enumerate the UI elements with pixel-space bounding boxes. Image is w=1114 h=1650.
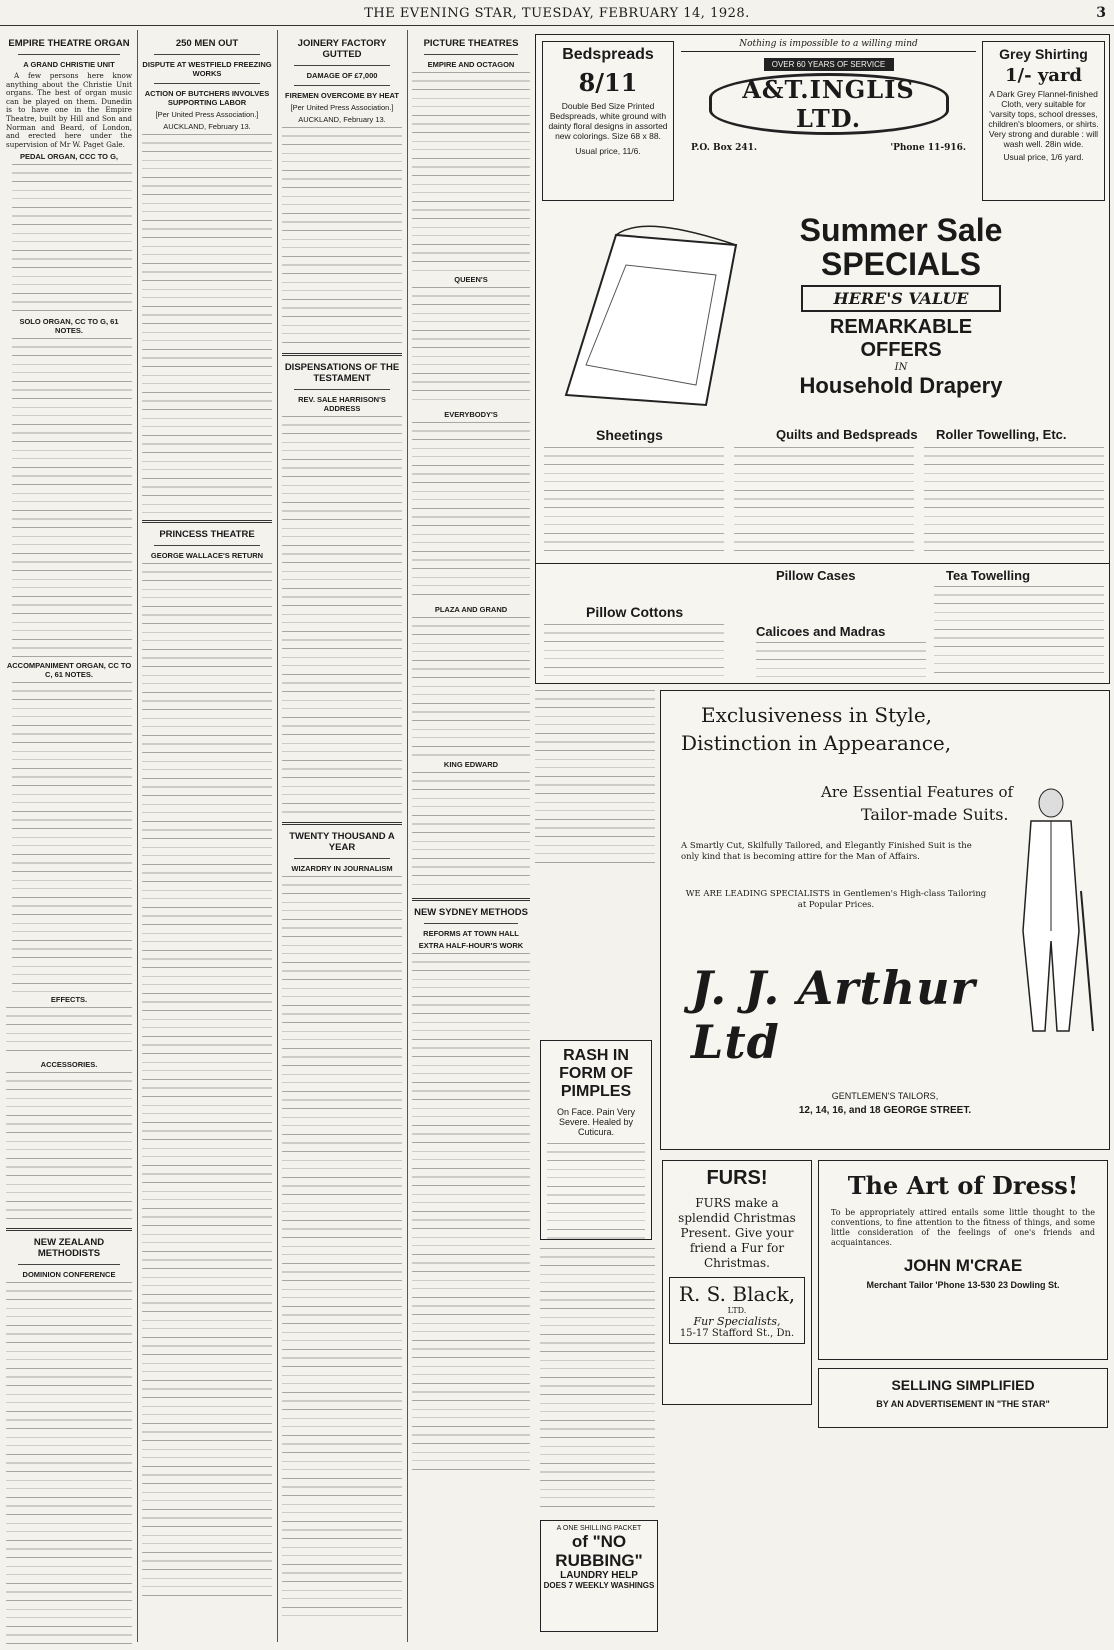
dress-name: JOHN M'CRAE <box>903 1256 1023 1275</box>
inglis-name: A&T.INGLIS LTD. <box>742 75 915 133</box>
divider <box>294 389 390 390</box>
subheadline: KING EDWARD <box>443 760 499 769</box>
headline: DISPENSATIONS OF THE TESTAMENT <box>284 362 400 384</box>
column-2 <box>142 34 272 1646</box>
tailor-footer-1: GENTLEMEN'S TAILORS, <box>831 1091 939 1101</box>
dress-body: To be appropriately attired entails some little thought to the conventions, to fine attention to the fitness of things, and some little consideration of the feelings of one's friends and acquaintances. <box>831 1208 1095 1247</box>
art-of-dress-advertisement <box>818 1160 1108 1360</box>
summer-sale-title: Summer Sale <box>799 212 1003 248</box>
tea-towelling-heading: Tea Towelling <box>946 568 1031 583</box>
divider <box>154 83 260 84</box>
headline: 250 MEN OUT <box>175 38 239 49</box>
bedspreads-title: Bedspreads <box>562 46 654 63</box>
page-number: 3 <box>1096 5 1106 21</box>
divider <box>154 54 260 55</box>
article-text <box>412 617 530 757</box>
pillow-cottons-heading: Pillow Cottons <box>586 604 684 620</box>
article-text <box>412 72 530 272</box>
remarkable: REMARKABLE <box>829 316 973 338</box>
summer-sale-specials: SPECIALS <box>820 246 982 282</box>
article-lead: A few persons here know anything about the Christie Unit organs. The best of organ music can be played on them. Dunedin is to have one in the Empire Theatre, built by Hill and Son and Norman and Beard, of London, and erected here under the supervision of Mr W. Paget Gale. <box>6 71 132 149</box>
dateline: AUCKLAND, February 13. <box>163 122 251 131</box>
rubbing-line-3: LAUNDRY HELP <box>560 1570 638 1581</box>
article-text <box>412 422 530 602</box>
tailor-footer-2: 12, 14, 16, and 18 GEORGE STREET. <box>798 1105 972 1116</box>
article-text <box>6 1007 132 1057</box>
subheadline: DOMINION CONFERENCE <box>22 1270 116 1280</box>
cuticura-body <box>547 1143 645 1240</box>
calicoes-prices <box>756 642 926 678</box>
subheadline: ACTION OF BUTCHERS INVOLVES SUPPORTING LABOR <box>144 89 270 107</box>
rubbing-line-4: DOES 7 WEEKLY WASHINGS <box>543 1581 655 1590</box>
selling-simplified-advertisement <box>818 1368 1108 1428</box>
dress-title: The Art of Dress! <box>847 1171 1079 1200</box>
furs-company: R. S. Black, <box>678 1282 796 1306</box>
divider <box>18 1264 120 1265</box>
inglis-tagline: Nothing is impossible to a willing mind <box>681 37 976 52</box>
headline: TWENTY THOUSAND A YEAR <box>289 831 395 853</box>
column-5-lower-text <box>540 1248 655 1508</box>
article-text <box>412 287 530 407</box>
heres-value: HERE'S VALUE <box>801 285 1001 312</box>
headline: JOINERY FACTORY GUTTED <box>297 38 387 60</box>
bedspreads-usual: Usual price, 11/6. <box>575 146 641 156</box>
cuticura-advertisement <box>540 1040 652 1240</box>
sheetings-prices <box>544 447 724 557</box>
cuticura-headline: RASH IN FORM OF PIMPLES <box>559 1047 633 1100</box>
subheadline: EXTRA HALF-HOUR'S WORK <box>418 941 524 950</box>
bedspreads-panel <box>542 41 674 201</box>
subheadline: PLAZA AND GRAND <box>434 605 508 614</box>
section-label: EFFECTS. <box>50 995 88 1005</box>
inglis-logo <box>709 73 949 135</box>
article-text <box>412 772 530 892</box>
shirting-panel <box>982 41 1105 201</box>
tea-towel-prices <box>934 586 1104 678</box>
tailor-line-2: Distinction in Appearance, <box>681 731 952 755</box>
subheadline: REFORMS AT TOWN HALL <box>423 929 519 938</box>
divider <box>294 65 390 66</box>
divider <box>424 54 518 55</box>
rubbing-line-1: A ONE SHILLING PACKET <box>556 1525 642 1532</box>
drapery-advertisement <box>535 34 1110 564</box>
bedspreads-body: Double Bed Size Printed Bedspreads, white ground with dainty floral designs in assorted new colorings. Size 68 x 88. <box>548 101 668 141</box>
article-text <box>142 563 272 1603</box>
subheadline: DAMAGE OF £7,000 <box>306 71 378 80</box>
article-text <box>412 953 530 1473</box>
pillow-cotton-prices <box>544 624 724 676</box>
headline: NEW SYDNEY METHODS <box>414 907 528 918</box>
tailor-advertisement <box>660 690 1110 1150</box>
stop-list <box>12 682 132 992</box>
subheadline: DISPUTE AT WESTFIELD FREEZING WORKS <box>142 60 272 78</box>
headline: NEW ZEALAND METHODISTS <box>33 1237 105 1260</box>
column-1 <box>6 34 132 1646</box>
headline: PRINCESS THEATRE <box>159 529 255 540</box>
tailor-line-3: Are Essential Features of <box>821 783 1014 801</box>
tailor-line-1: Exclusiveness in Style, <box>701 703 933 727</box>
tailor-body: A Smartly Cut, Skilfully Tailored, and Elegantly Finished Suit is the only kind that is becoming attire for the Man of Affairs. <box>681 841 972 862</box>
shirting-usual: Usual price, 1/6 yard. <box>1003 152 1084 162</box>
divider <box>142 520 272 523</box>
section-label: ACCOMPANIMENT ORGAN, CC TO C, 61 NOTES. <box>6 661 132 680</box>
divider <box>6 1228 132 1231</box>
bedspreads-price: 8/11 <box>578 68 638 97</box>
selling-line-2: BY AN ADVERTISEMENT IN "THE STAR" <box>876 1399 1050 1409</box>
arthur-logo: J. J. Arthur Ltd <box>691 961 976 1069</box>
article-text <box>282 876 402 1616</box>
divider <box>154 545 260 546</box>
divider <box>282 353 402 356</box>
dress-trade: Merchant Tailor 'Phone 13-530 23 Dowling St. <box>866 1280 1060 1290</box>
article-text <box>282 127 402 347</box>
selling-line-1: SELLING SIMPLIFIED <box>891 1377 1035 1393</box>
stop-list <box>12 338 132 658</box>
article-text <box>540 1248 655 1508</box>
rubbing-line-2: of "NO RUBBING" <box>555 1532 643 1570</box>
shirting-body: A Dark Grey Flannel-finished Cloth, very suitable for 'varsity tops, school dresses, children's bloomers, or shirts. Very strong and durable : will wash well. 28in wide. <box>988 89 1099 149</box>
inglis-logo-panel <box>681 37 976 197</box>
furs-trade: Fur Specialists, <box>693 1315 781 1328</box>
article-text <box>535 690 655 870</box>
pillow-cases-heading: Pillow Cases <box>776 568 856 583</box>
inglis-po-box: P.O. Box 241. <box>691 143 758 153</box>
sheetings-heading: Sheetings <box>596 427 663 443</box>
headline: PICTURE THEATRES <box>423 38 519 49</box>
article-text <box>282 416 402 816</box>
divider <box>282 822 402 825</box>
towelling-heading: Roller Towelling, Etc. <box>936 427 1067 442</box>
column-4 <box>412 34 530 1646</box>
tailor-special: WE ARE LEADING SPECIALISTS in Gentlemen's High-class Tailoring at Popular Prices. <box>685 889 987 910</box>
quilts-heading: Quilts and Bedspreads <box>776 427 918 442</box>
headline: EMPIRE THEATRE ORGAN <box>8 38 130 49</box>
shirting-price: 1/- yard <box>1004 65 1083 86</box>
linen-illustration <box>556 215 756 415</box>
subheadline: QUEEN'S <box>454 275 488 284</box>
in-label: IN <box>894 362 908 373</box>
masthead <box>0 0 1114 26</box>
divider <box>294 85 390 86</box>
article-text <box>6 1072 132 1222</box>
subheadline: FIREMEN OVERCOME BY HEAT <box>285 91 399 100</box>
tailor-line-4: Tailor-made Suits. <box>861 805 1009 824</box>
column-rule <box>407 30 408 1642</box>
quilts-prices <box>734 447 914 557</box>
byline: [Per United Press Association.] <box>155 110 259 119</box>
furs-body: FURS make a splendid Christmas Present. Give your friend a Fur for Christmas. <box>678 1196 796 1270</box>
column-5-text <box>535 690 655 870</box>
subheadline: A GRAND CHRISTIE UNIT <box>23 60 115 69</box>
column-rule <box>277 30 278 1642</box>
stop-list <box>12 164 132 314</box>
divider <box>424 923 518 924</box>
furs-address: 15-17 Stafford St., Dn. <box>679 1328 795 1339</box>
cuticura-subhead: On Face. Pain Very Severe. Healed by Cuticura. <box>556 1107 636 1137</box>
shirting-title: Grey Shirting <box>999 46 1088 62</box>
inglis-phone: 'Phone 11-916. <box>890 143 966 153</box>
column-rule <box>137 30 138 1642</box>
offers: OFFERS <box>860 339 942 361</box>
divider <box>412 898 530 901</box>
no-rubbing-advertisement <box>540 1520 658 1632</box>
subheadline: WIZARDRY IN JOURNALISM <box>291 864 393 873</box>
subheadline: GEORGE WALLACE'S RETURN <box>150 551 264 560</box>
furs-ltd: LTD. <box>727 1306 747 1315</box>
column-3 <box>282 34 402 1646</box>
article-text <box>142 134 272 514</box>
newspaper-title: THE EVENING STAR, TUESDAY, FEBRUARY 14, 1928. <box>364 6 750 21</box>
section-label: SOLO ORGAN, CC TO G, 61 NOTES. <box>19 317 119 336</box>
drapery-advertisement-lower <box>535 564 1110 684</box>
summer-sale-panel <box>756 213 1046 399</box>
furs-advertisement <box>662 1160 812 1405</box>
inglis-banner: OVER 60 YEARS OF SERVICE <box>764 58 894 71</box>
section-label: ACCESSORIES. <box>40 1060 98 1070</box>
byline: [Per United Press Association.] <box>290 103 394 112</box>
article-text <box>6 1282 132 1646</box>
subheadline: EVERYBODY'S <box>444 410 498 419</box>
dateline: AUCKLAND, February 13. <box>298 115 386 124</box>
calicoes-heading: Calicoes and Madras <box>756 624 886 639</box>
furs-title: FURS! <box>706 1167 768 1189</box>
towelling-prices <box>924 447 1104 557</box>
divider <box>294 858 390 859</box>
subheadline: REV. SALE HARRISON'S ADDRESS <box>298 395 386 413</box>
subheadline: EMPIRE AND OCTAGON <box>427 60 515 69</box>
section-label: PEDAL ORGAN, CCC TO G, <box>19 152 119 162</box>
household-drapery: Household Drapery <box>799 373 1003 398</box>
gentleman-figure-illustration <box>1001 781 1101 1041</box>
divider <box>18 54 120 55</box>
